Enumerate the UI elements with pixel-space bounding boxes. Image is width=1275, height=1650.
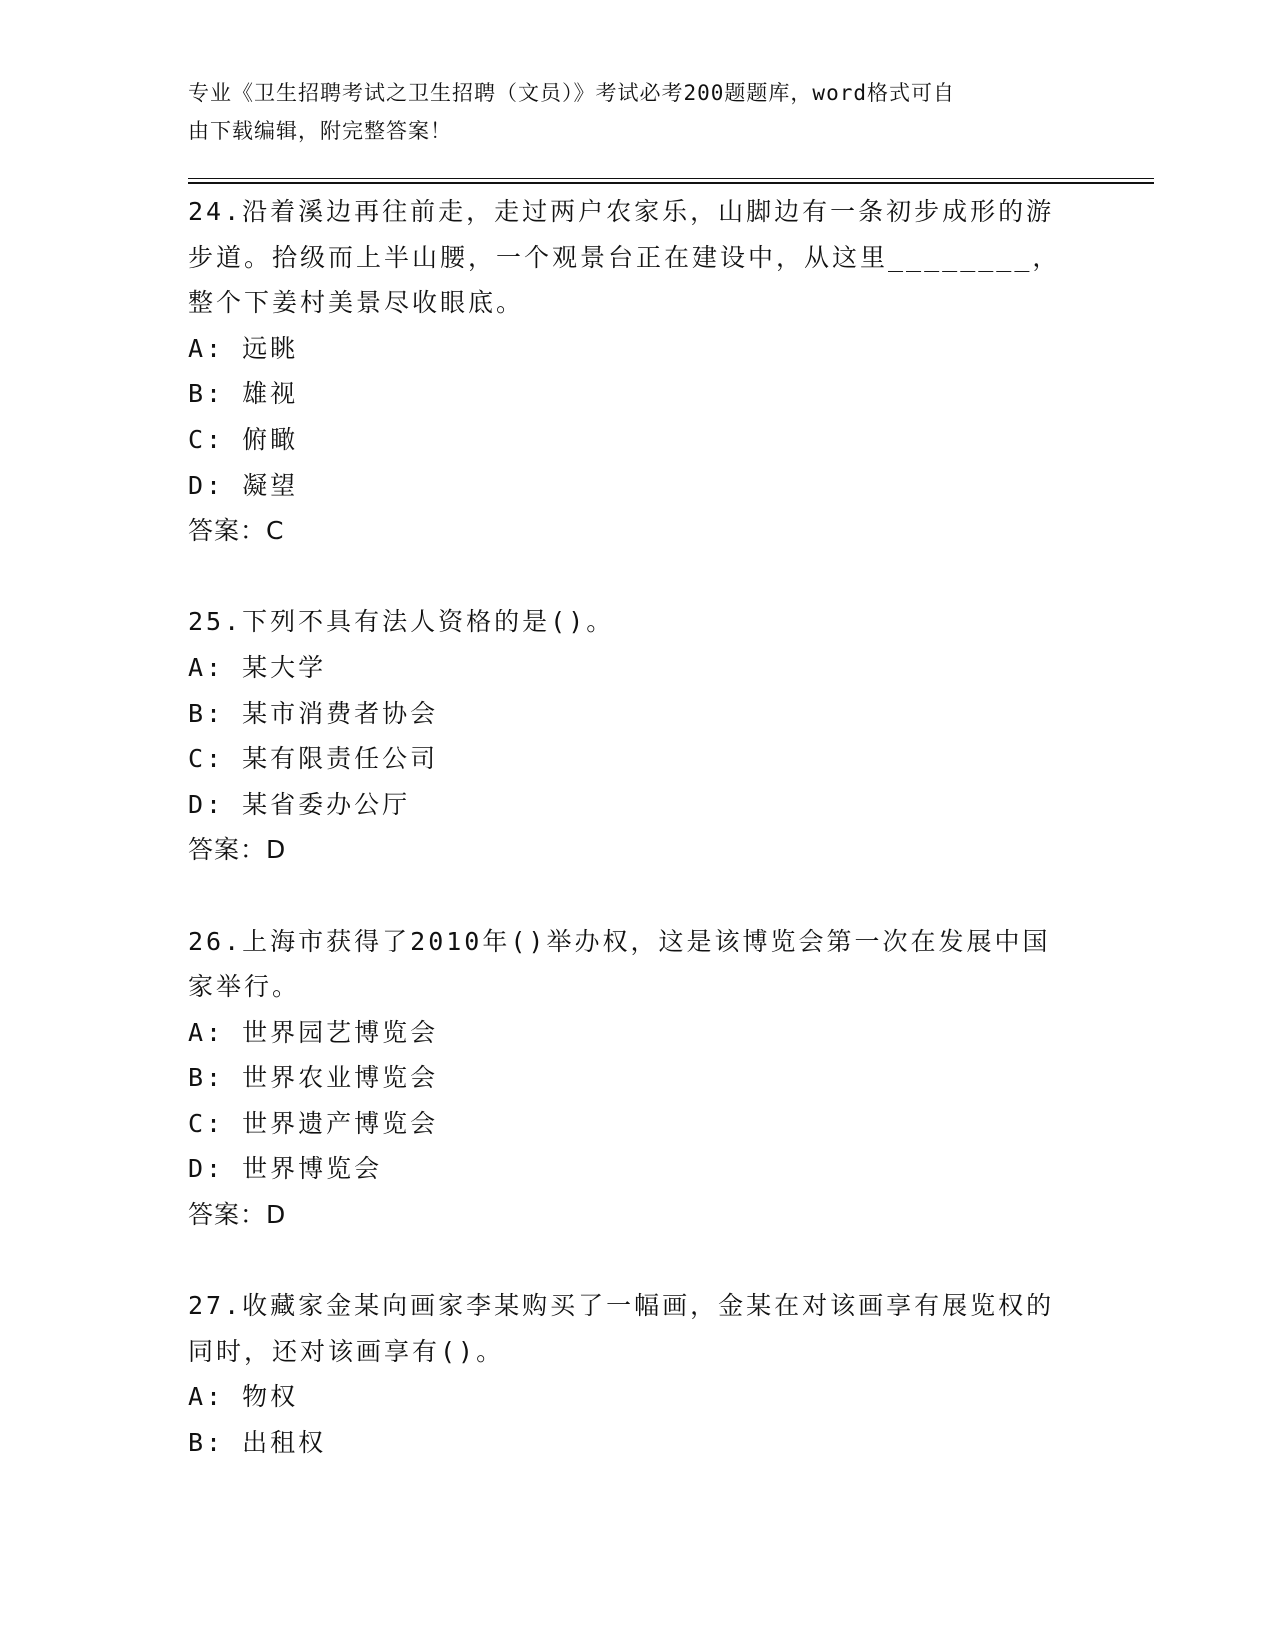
option-c: C: 世界遗产博览会 [188, 1108, 439, 1138]
option-d: D: 凝望 [188, 470, 299, 500]
option-c: C: 俯瞰 [188, 424, 299, 454]
question-stem-line: 24.沿着溪边再往前走，走过两户农家乐，山脚边有一条初步成形的游 [188, 197, 1055, 226]
question-stem-line: 整个下姜村美景尽收眼底。 [188, 288, 525, 318]
question-24 [188, 189, 1108, 554]
header-divider-thin [188, 178, 1154, 179]
question-spacer [188, 873, 1108, 919]
question-stem-line: 25.下列不具有法人资格的是()。 [188, 607, 615, 637]
option-c: C: 某有限责任公司 [188, 744, 439, 774]
question-stem-line: 家举行。 [188, 972, 301, 1002]
header-divider-thick [188, 182, 1154, 184]
answer-line: 答案：D [188, 1200, 287, 1230]
answer-line: 答案：C [188, 516, 285, 546]
option-b: B: 出租权 [188, 1428, 327, 1458]
option-a: A: 世界园艺博览会 [188, 1017, 439, 1047]
question-stem-line: 26.上海市获得了2010年()举办权，这是该博览会第一次在发展中国 [188, 926, 1051, 956]
answer-line: 答案：D [188, 835, 287, 865]
option-d: D: 世界博览会 [188, 1154, 383, 1184]
question-list [188, 189, 1108, 1466]
question-stem-line: 步道。拾级而上半山腰，一个观景台正在建设中，从这里________， [188, 242, 1061, 272]
option-a: A: 远眺 [188, 333, 299, 363]
question-25 [188, 599, 1108, 873]
question-stem-line: 27.收藏家金某向画家李某购买了一幅画，金某在对该画享有展览权的 [188, 1291, 1055, 1321]
question-stem-line: 同时，还对该画享有()。 [188, 1336, 505, 1366]
document-header [188, 74, 1088, 150]
option-d: D: 某省委办公厅 [188, 789, 411, 819]
question-27 [188, 1283, 1108, 1465]
question-spacer [188, 554, 1108, 600]
option-a: A: 某大学 [188, 652, 327, 682]
option-b: B: 某市消费者协会 [188, 698, 439, 728]
header-line-2: 由下载编辑，附完整答案！ [188, 119, 452, 143]
question-26 [188, 919, 1108, 1238]
option-a: A: 物权 [188, 1382, 299, 1412]
option-b: B: 世界农业博览会 [188, 1063, 439, 1093]
header-line-1: 专业《卫生招聘考试之卫生招聘（文员）》考试必考200题题库，word格式可自 [188, 81, 955, 105]
option-b: B: 雄视 [188, 379, 299, 409]
question-spacer [188, 1238, 1108, 1284]
